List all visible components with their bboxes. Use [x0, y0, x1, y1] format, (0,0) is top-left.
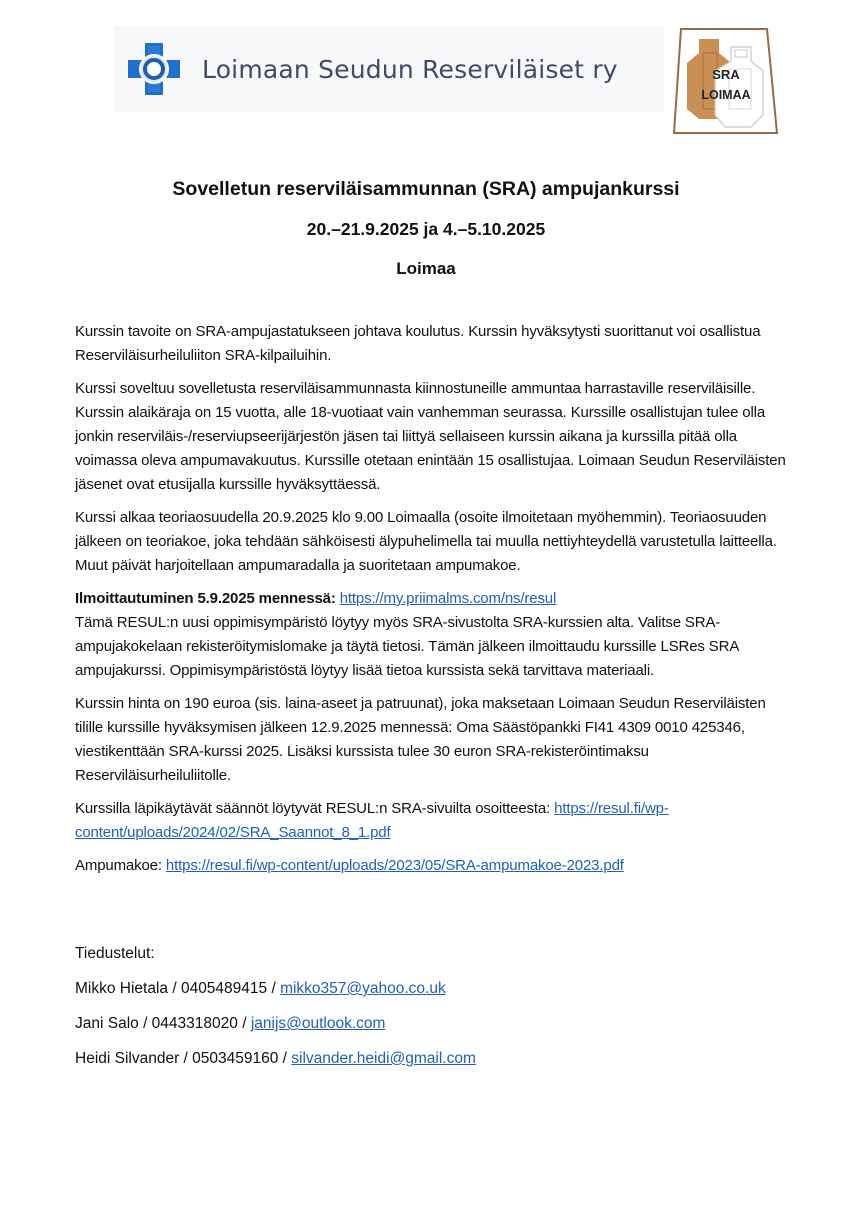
paragraph-eligibility: Kurssi soveltuu sovelletusta reserviläisammunnasta kiinnostuneille ammuntaa harrastaville reserviläisille. Kurssin alaikäraja on 15 vuotta, alle 18-vuotiaat vain vanhemman seurassa. Kurssille osallistujan tulee olla jonkin reserviläis-/reserviupseerijärjestön jäsen tai liittyä sellaiseen kurssin aikana ja kurssilla pitää olla voimassa oleva ampumavakuutus. Kurssille otetaan enintään 15 osallistujaa. Loimaan Seudun Reserviläisten jäsenet ovat etusijalla kurssille hyväksyttäessä.: [75, 380, 786, 493]
contact-email-link[interactable]: janijs@outlook.com: [250, 1015, 386, 1032]
course-location: Loimaa: [396, 259, 456, 278]
contact-item: [75, 977, 476, 1001]
contacts-heading: Tiedustelut:: [75, 945, 155, 962]
contact-item: [75, 1047, 476, 1071]
rules-text: Kurssilla läpikäytävät säännöt löytyvät RESUL:n SRA-sivuilta osoitteesta:: [75, 800, 555, 817]
contact-email-link[interactable]: silvander.heidi@gmail.com: [291, 1050, 476, 1067]
reservist-cross-logo-icon: [126, 41, 182, 97]
document-title: Sovelletun reserviläisammunnan (SRA) ampujankurssi: [172, 178, 680, 200]
contact-details: Mikko Hietala / 0405489415 /: [75, 980, 281, 997]
paragraph-test: [75, 854, 787, 878]
contact-email-link[interactable]: mikko357@yahoo.co.uk: [280, 980, 446, 997]
rules-link[interactable]: https://resul.fi/wp-content/uploads/2024/02/SRA_Saannot_8_1.pdf: [75, 800, 669, 841]
registration-link[interactable]: https://my.priimalms.com/ns/resul: [339, 590, 557, 607]
paragraph-schedule: Kurssi alkaa teoriaosuudella 20.9.2025 klo 9.00 Loimaalla (osoite ilmoitetaan myöhemmin). Teoriaosuuden jälkeen on teoriakoe, joka tehdään sähköisesti älypuhelimella tai muulla nettiyhteydellä varustetulla laitteella. Muut päivät harjoitellaan ampumaradalla ja suoritetaan ampumakoe.: [75, 509, 777, 574]
sra-loimaa-logo: [671, 27, 781, 137]
registration-instructions: Tämä RESUL:n uusi oppimisympäristö löytyy myös SRA-sivustolta SRA-kurssien alta. Valitse SRA-ampujakokelaan rekisteröitymislomake ja täytä tietosi. Tämän jälkeen ilmoittaudu kurssille LSRes SRA ampujakurssi. Oppimisympäristöstä löytyy lisää tietoa kurssista sekä tarvittava materiaali.: [75, 614, 739, 679]
organization-banner: [114, 26, 664, 112]
test-label: Ampumakoe:: [75, 857, 166, 874]
svg-text:SRA: SRA: [712, 67, 740, 82]
paragraph-rules: [75, 797, 787, 845]
registration-label: Ilmoittautuminen 5.9.2025 mennessä:: [75, 590, 336, 607]
paragraph-registration: [75, 587, 787, 683]
document-body: [75, 320, 787, 887]
organization-name: Loimaan Seudun Reserviläiset ry: [202, 54, 618, 84]
course-dates: 20.–21.9.2025 ja 4.–5.10.2025: [306, 219, 546, 239]
contact-details: Heidi Silvander / 0503459160 /: [75, 1050, 292, 1067]
paragraph-goal: Kurssin tavoite on SRA-ampujastatukseen johtava koulutus. Kurssin hyväksytysti suorittanut voi osallistua Reserviläisurheiluliiton SRA-kilpailuihin.: [75, 323, 761, 364]
paragraph-price: Kurssin hinta on 190 euroa (sis. laina-aseet ja patruunat), joka maksetaan Loimaan Seudun Reserviläisten tilille kurssille hyväksymisen jälkeen 12.9.2025 mennessä: Oma Säästöpankki FI41 4309 0010 425346, viestikenttään SRA-kurssi 2025. Lisäksi kurssista tulee 30 euron SRA-rekisteröintimaksu Reserviläisurheiluliitolle.: [75, 695, 766, 784]
test-link[interactable]: https://resul.fi/wp-content/uploads/2023/05/SRA-ampumakoe-2023.pdf: [165, 857, 624, 874]
contacts-section: [75, 942, 476, 1082]
contact-details: Jani Salo / 0443318020 /: [75, 1015, 251, 1032]
svg-text:LOIMAA: LOIMAA: [701, 88, 751, 102]
contact-item: [75, 1012, 476, 1036]
